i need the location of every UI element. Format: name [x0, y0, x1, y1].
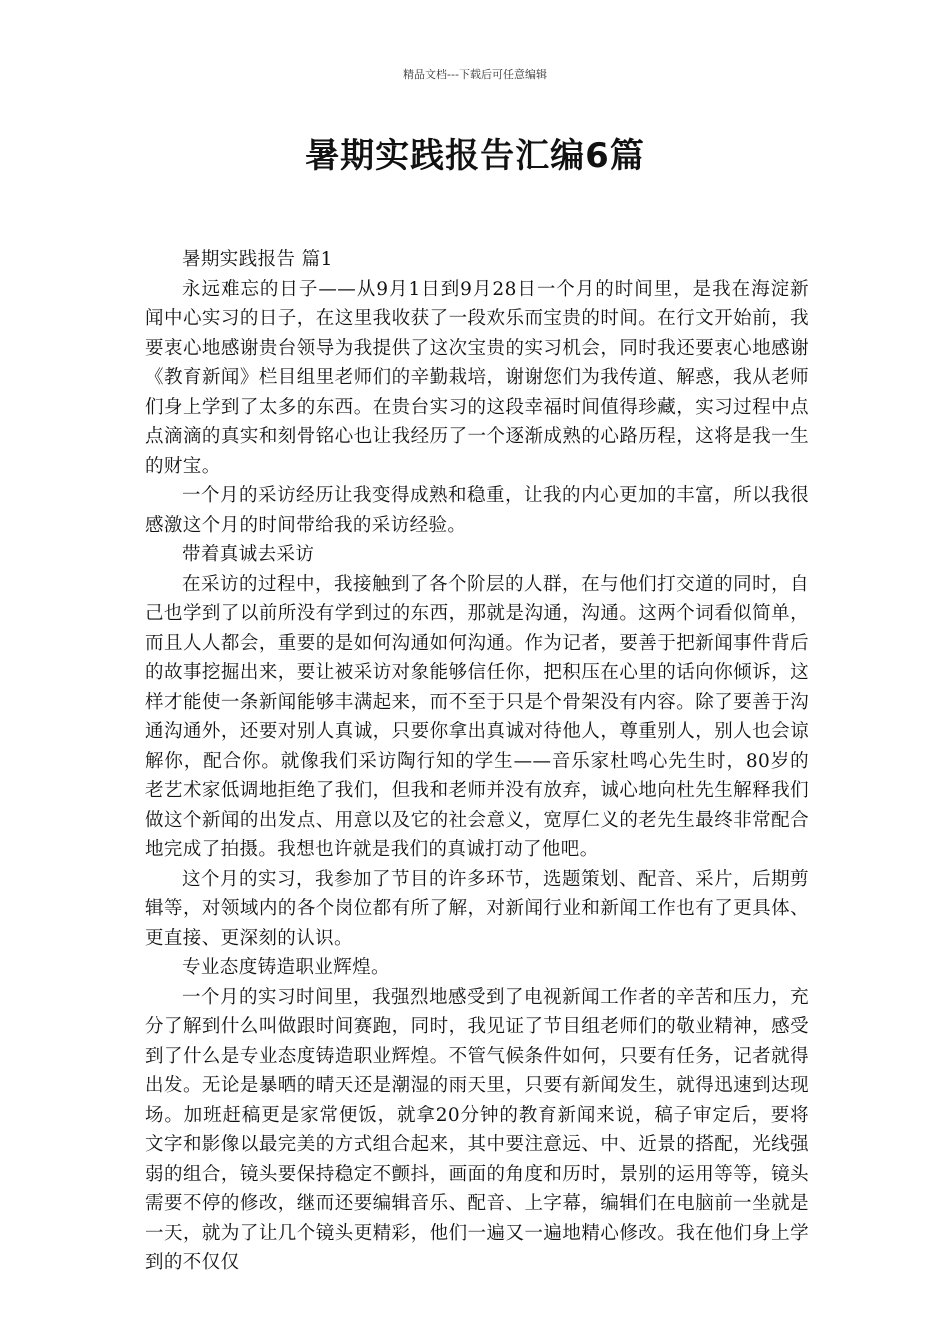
paragraph: 一个月的实习时间里，我强烈地感受到了电视新闻工作者的辛苦和压力，充分了解到什么叫做跟时间赛跑，同时，我见证了节目组老师们的敬业精神，感受到了什么是专业态度铸造职业辉煌。不管气候条件如何，只要有任务，记者就得出发。无论是暴晒的晴天还是潮湿的雨天里，只要有新闻发生，就得迅速到达现场。加班赶稿更是家常便饭，就拿20分钟的教育新闻来说，稿子审定后，要将文字和影像以最完美的方式组合起来，其中要注意远、中、近景的搭配，光线强弱的组合，镜头要保持稳定不颤抖，画面的角度和历时，景别的运用等等，镜头需要不停的修改，继而还要编辑音乐、配音、上字幕，编辑们在电脑前一坐就是一天，就为了让几个镜头更精彩，他们一遍又一遍地精心修改。我在他们身上学到的不仅仅	[145, 986, 809, 1273]
paragraph: 一个月的采访经历让我变得成熟和稳重，让我的内心更加的丰富，所以我很感激这个月的时间带给我的采访经验。	[145, 485, 809, 536]
paragraph: 在采访的过程中，我接触到了各个阶层的人群，在与他们打交道的同时，自己也学到了以前所没有学到过的东西，那就是沟通，沟通。这两个词看似简单，而且人人都会，重要的是如何沟通如何沟通。作为记者，要善于把新闻事件背后的故事挖掘出来，要让被采访对象能够信任你，把积压在心里的话向你倾诉，这样才能使一条新闻能够丰满起来，而不至于只是个骨架没有内容。除了要善于沟通沟通外，还要对别人真诚，只要你拿出真诚对待他人，尊重别人，别人也会谅解你，配合你。就像我们采访陶行知的学生——音乐家杜鸣心先生时，80岁的老艺术家低调地拒绝了我们，但我和老师并没有放弃，诚心地向杜先生解释我们做这个新闻的出发点、用意以及它的社会意义，宽厚仁义的老先生最终非常配合地完成了拍摄。我想也许就是我们的真诚打动了他吧。	[145, 573, 809, 860]
header-note: 精品文档---下载后可任意编辑	[403, 68, 547, 81]
paragraph: 永远难忘的日子——从9月1日到9月28日一个月的时间里，是我在海淀新闻中心实习的日子，在这里我收获了一段欢乐而宝贵的时间。在行文开始前，我要衷心地感谢贵台领导为我提供了这次宝贵的实习机会，同时我还要衷心地感谢《教育新闻》栏目组里老师们的辛勤栽培，谢谢您们为我传道、解惑，我从老师们身上学到了太多的东西。在贵台实习的这段幸福时间值得珍藏，实习过程中点点滴滴的真实和刻骨铭心也让我经历了一个逐渐成熟的心路历程，这将是我一生的财宝。	[145, 278, 809, 477]
paragraph: 这个月的实习，我参加了节目的许多环节，选题策划、配音、采片，后期剪辑等，对领域内的各个岗位都有所了解，对新闻行业和新闻工作也有了更具体、更直接、更深刻的认识。	[145, 868, 809, 949]
section-heading: 暑期实践报告 篇1	[182, 249, 333, 270]
document-title: 暑期实践报告汇编6篇	[305, 136, 645, 176]
subheading: 带着真诚去采访	[182, 544, 315, 565]
document-body	[145, 245, 809, 1278]
subheading: 专业态度铸造职业辉煌。	[182, 957, 390, 978]
